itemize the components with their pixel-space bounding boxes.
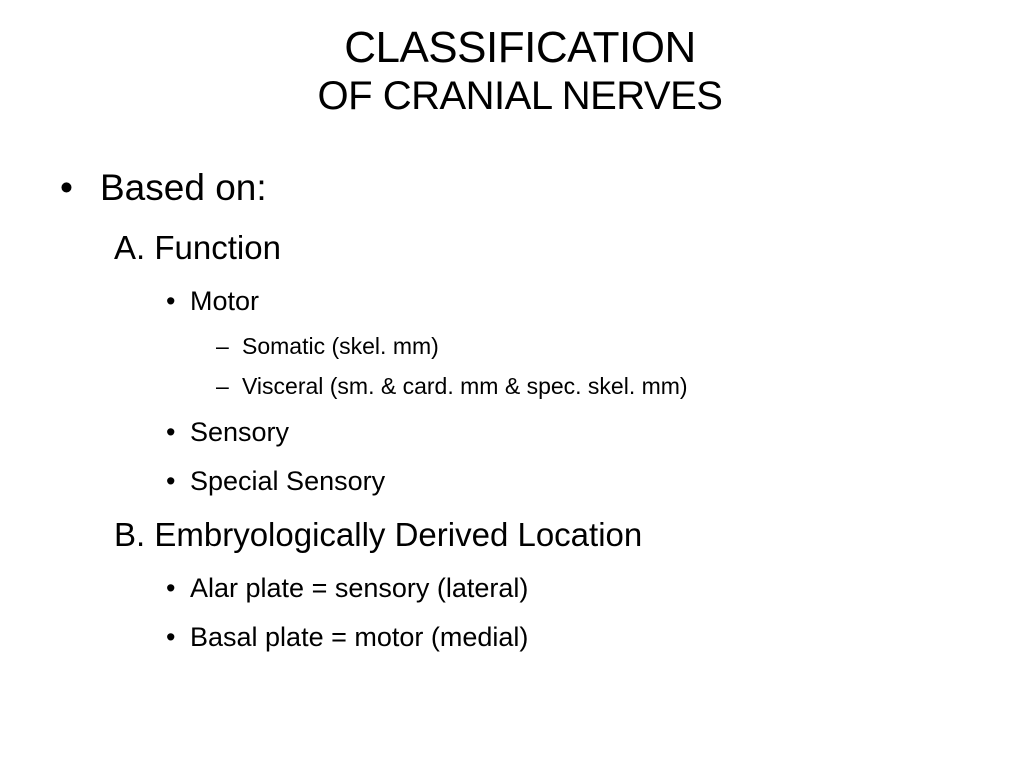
bullet-icon: • (166, 466, 176, 496)
bullet-icon: • (60, 167, 73, 208)
bullet-icon: • (166, 417, 176, 447)
dash-icon: – (216, 333, 229, 359)
bullet-icon: • (166, 286, 176, 316)
slide-title (0, 22, 1024, 118)
bullet-text: Alar plate = sensory (lateral) (190, 573, 529, 603)
sub-bullet-text: Somatic (skel. mm) (242, 333, 439, 359)
bullet-text: Special Sensory (190, 466, 386, 496)
dash-icon: – (216, 373, 229, 399)
bullet-text: Basal plate = motor (medial) (190, 622, 529, 652)
title-line-1: CLASSIFICATION (344, 23, 696, 72)
bullet-text: Based on: (100, 167, 267, 208)
bullet-icon: • (166, 573, 176, 603)
title-line-2: OF CRANIAL NERVES (317, 74, 723, 118)
section-b-heading: B. Embryologically Derived Location (114, 516, 643, 553)
bullet-text: Motor (190, 286, 260, 316)
section-a-heading: A. Function (114, 229, 281, 266)
bullet-icon: • (166, 622, 176, 652)
bullet-text: Sensory (190, 417, 290, 447)
sub-bullet-text: Visceral (sm. & card. mm & spec. skel. mm) (242, 373, 688, 399)
